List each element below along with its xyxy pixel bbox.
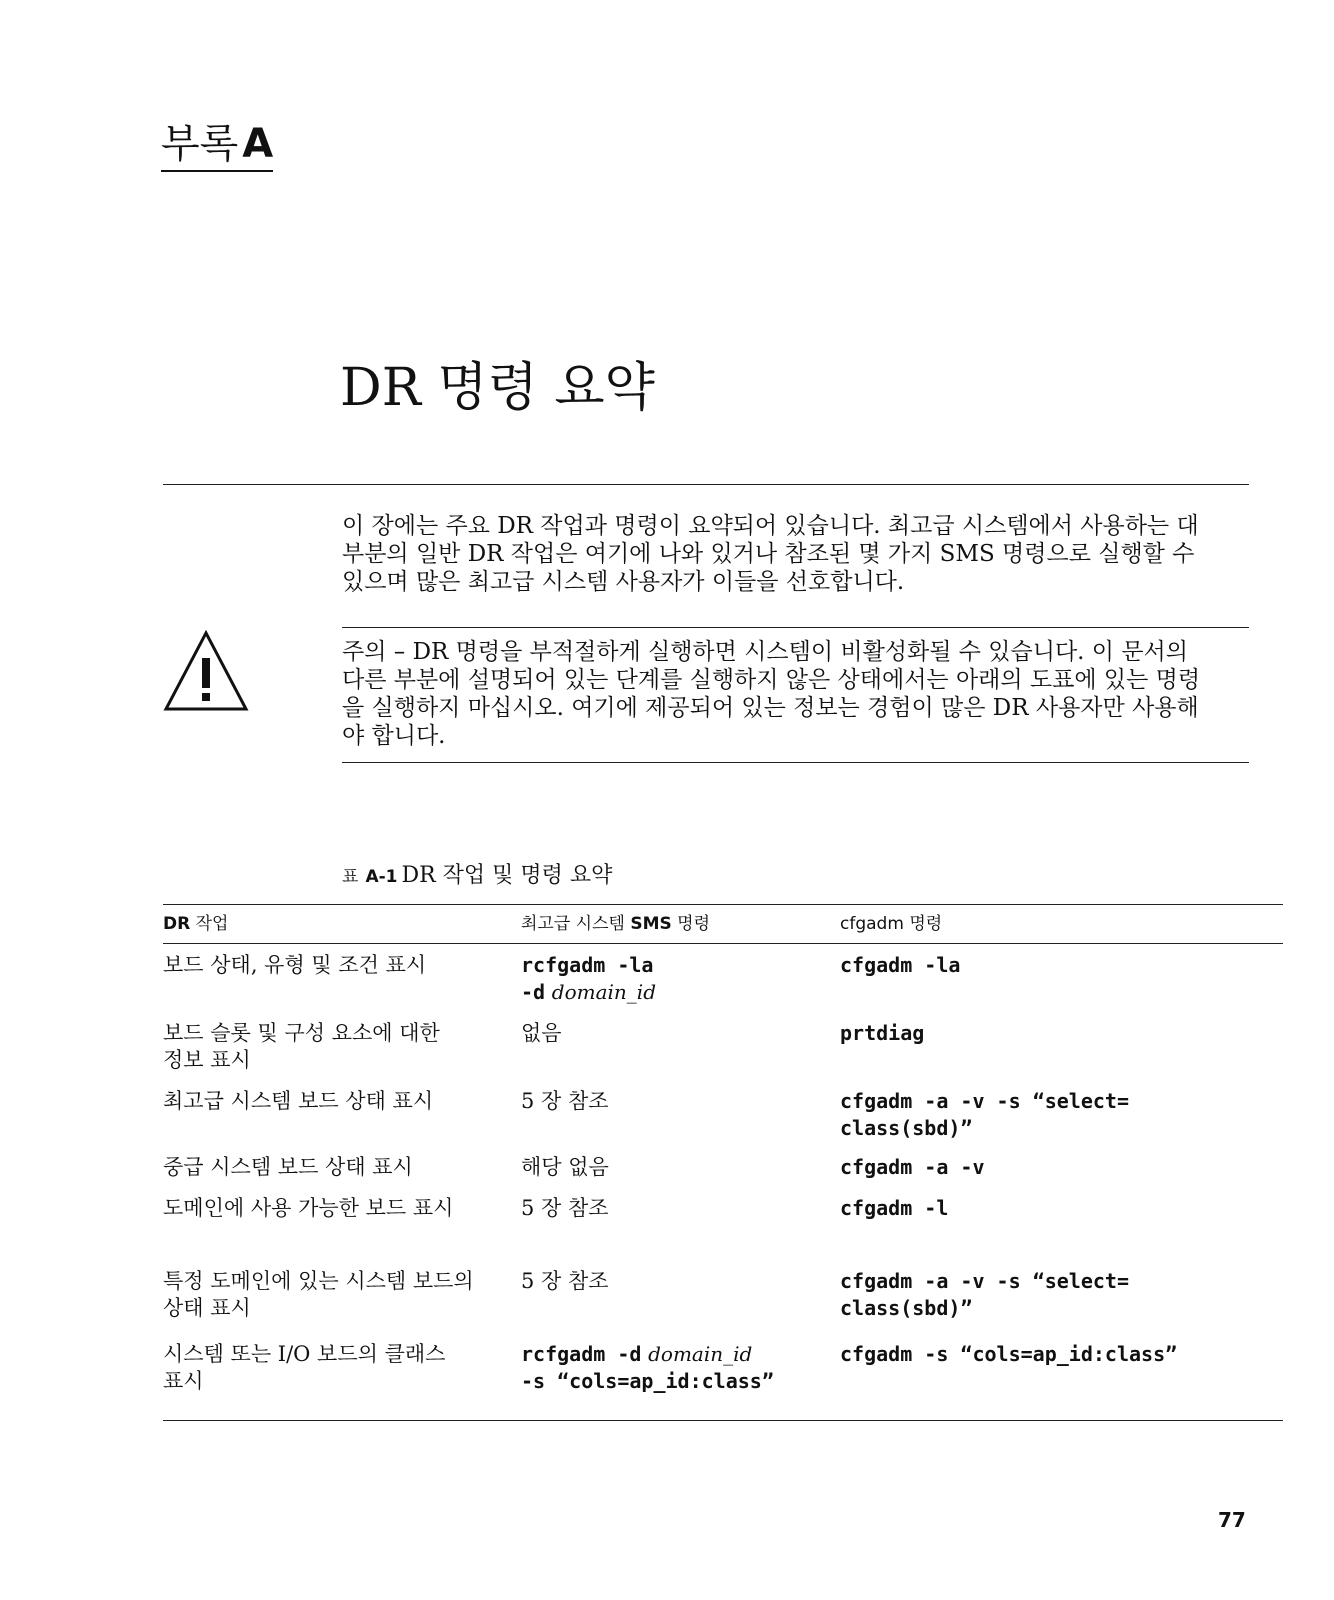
intro-line: 있으며 많은 최고급 시스템 사용자가 이들을 선호합니다. (342, 569, 905, 595)
table-caption (342, 862, 612, 891)
task-cell: 도메인에 사용 가능한 보드 표시 (163, 1196, 454, 1220)
table-header (163, 910, 1283, 940)
cfgadm-cell (840, 1020, 1283, 1047)
page-number: 77 (1218, 1508, 1246, 1532)
caution-note (342, 638, 1242, 750)
appendix-label (161, 120, 273, 172)
sms-command: rcfgadm -la (521, 953, 654, 977)
sms-cell: 5 장 참조 (521, 1269, 609, 1293)
cfgadm-command: cfgadm -a -v -s “select= (840, 1269, 1129, 1293)
cfgadm-cell (840, 1268, 1283, 1322)
caution-line-text: DR 명령을 부적절하게 실행하면 시스템이 비활성화될 수 있습니다. 이 문서의 (412, 639, 1188, 665)
header-col-task-bold: DR (163, 914, 191, 934)
sms-cell: 5 장 참조 (521, 1196, 609, 1220)
cfgadm-command: cfgadm -la (840, 953, 961, 977)
caption-prefix: 표 (342, 867, 359, 887)
task-cell (163, 1341, 503, 1395)
table-bottom-rule (163, 1420, 1283, 1421)
caption-number: A-1 (365, 867, 398, 887)
task-cell (163, 1020, 503, 1074)
task-line: 보드 슬롯 및 구성 요소에 대한 (163, 1021, 440, 1045)
header-col-task (163, 912, 228, 936)
intro-line: 부분의 일반 DR 작업은 여기에 나와 있거나 참조된 몇 가지 SMS 명령으로 실행할 수 (342, 541, 1195, 567)
header-col-sms-pre: 최고급 시스템 (521, 914, 625, 934)
warning-triangle-icon (163, 630, 249, 712)
title-rule (163, 484, 1249, 485)
intro-line: 이 장에는 주요 DR 작업과 명령이 요약되어 있습니다. 최고급 시스템에서 사용하는 대 (342, 513, 1199, 539)
task-line: 표시 (163, 1369, 204, 1393)
cfgadm-command: cfgadm -a -v -s “select= (840, 1089, 1129, 1113)
sms-cell: 없음 (521, 1021, 562, 1045)
sms-argument: domain_id (648, 1342, 753, 1366)
cfgadm-cell (840, 1341, 1283, 1368)
sms-cell (521, 1341, 841, 1395)
sms-argument: domain_id (551, 980, 656, 1004)
caption-text: DR 작업 및 명령 요약 (401, 863, 613, 888)
sms-cell: 5 장 참조 (521, 1089, 609, 1113)
caution-line (342, 638, 1242, 666)
cfgadm-command: cfgadm -a -v (840, 1155, 985, 1179)
task-cell (163, 1268, 503, 1322)
appendix-letter: A (242, 121, 274, 167)
cfgadm-command: prtdiag (840, 1021, 925, 1045)
sms-cell (521, 952, 841, 1006)
caution-bottom-rule (342, 762, 1249, 763)
intro-paragraph (342, 512, 1242, 596)
header-col-cfgadm-mono: cfgadm (840, 914, 904, 934)
task-line: 시스템 또는 I/O 보드의 클래스 (163, 1342, 446, 1366)
header-col-task-rest: 작업 (195, 914, 229, 934)
header-col-cfgadm (840, 912, 942, 936)
caution-line: 야 합니다. (342, 723, 446, 749)
task-line: 상태 표시 (163, 1296, 251, 1320)
cfgadm-cell (840, 1154, 1283, 1181)
task-cell: 중급 시스템 보드 상태 표시 (163, 1155, 413, 1179)
chapter-title: DR 명령 요약 (340, 358, 655, 418)
caution-lead: 주의 – (342, 639, 406, 665)
appendix-word: 부록 (161, 121, 239, 167)
sms-command: -d (521, 980, 546, 1004)
sms-command: -s “cols=ap_id:class” (521, 1369, 774, 1393)
table-header-rule (163, 943, 1283, 944)
header-col-sms-bold: SMS (630, 914, 672, 934)
header-col-sms-post: 명령 (677, 914, 711, 934)
sms-cell: 해당 없음 (521, 1155, 609, 1179)
cfgadm-cell (840, 1195, 1283, 1222)
header-col-cfgadm-rest: 명령 (909, 914, 943, 934)
caution-line: 다른 부분에 설명되어 있는 단계를 실행하지 않은 상태에서는 아래의 도표에 있는 명령 (342, 667, 1201, 693)
table-top-rule (163, 904, 1283, 905)
cfgadm-command: class(sbd)” (840, 1116, 973, 1140)
caution-line: 을 실행하지 마십시오. 여기에 제공되어 있는 정보는 경험이 많은 DR 사용자만 사용해 (342, 695, 1199, 721)
task-line: 특정 도메인에 있는 시스템 보드의 (163, 1269, 474, 1293)
cfgadm-cell (840, 1088, 1283, 1142)
cfgadm-command: cfgadm -s “cols=ap_id:class” (840, 1342, 1178, 1366)
cfgadm-cell (840, 952, 1283, 979)
caution-top-rule (342, 627, 1249, 628)
sms-command: rcfgadm -d (521, 1342, 642, 1366)
task-cell: 최고급 시스템 보드 상태 표시 (163, 1089, 434, 1113)
cfgadm-command: class(sbd)” (840, 1296, 973, 1320)
cfgadm-command: cfgadm -l (840, 1196, 949, 1220)
task-line: 정보 표시 (163, 1048, 251, 1072)
header-col-sms (521, 912, 710, 936)
task-cell: 보드 상태, 유형 및 조건 표시 (163, 953, 427, 977)
